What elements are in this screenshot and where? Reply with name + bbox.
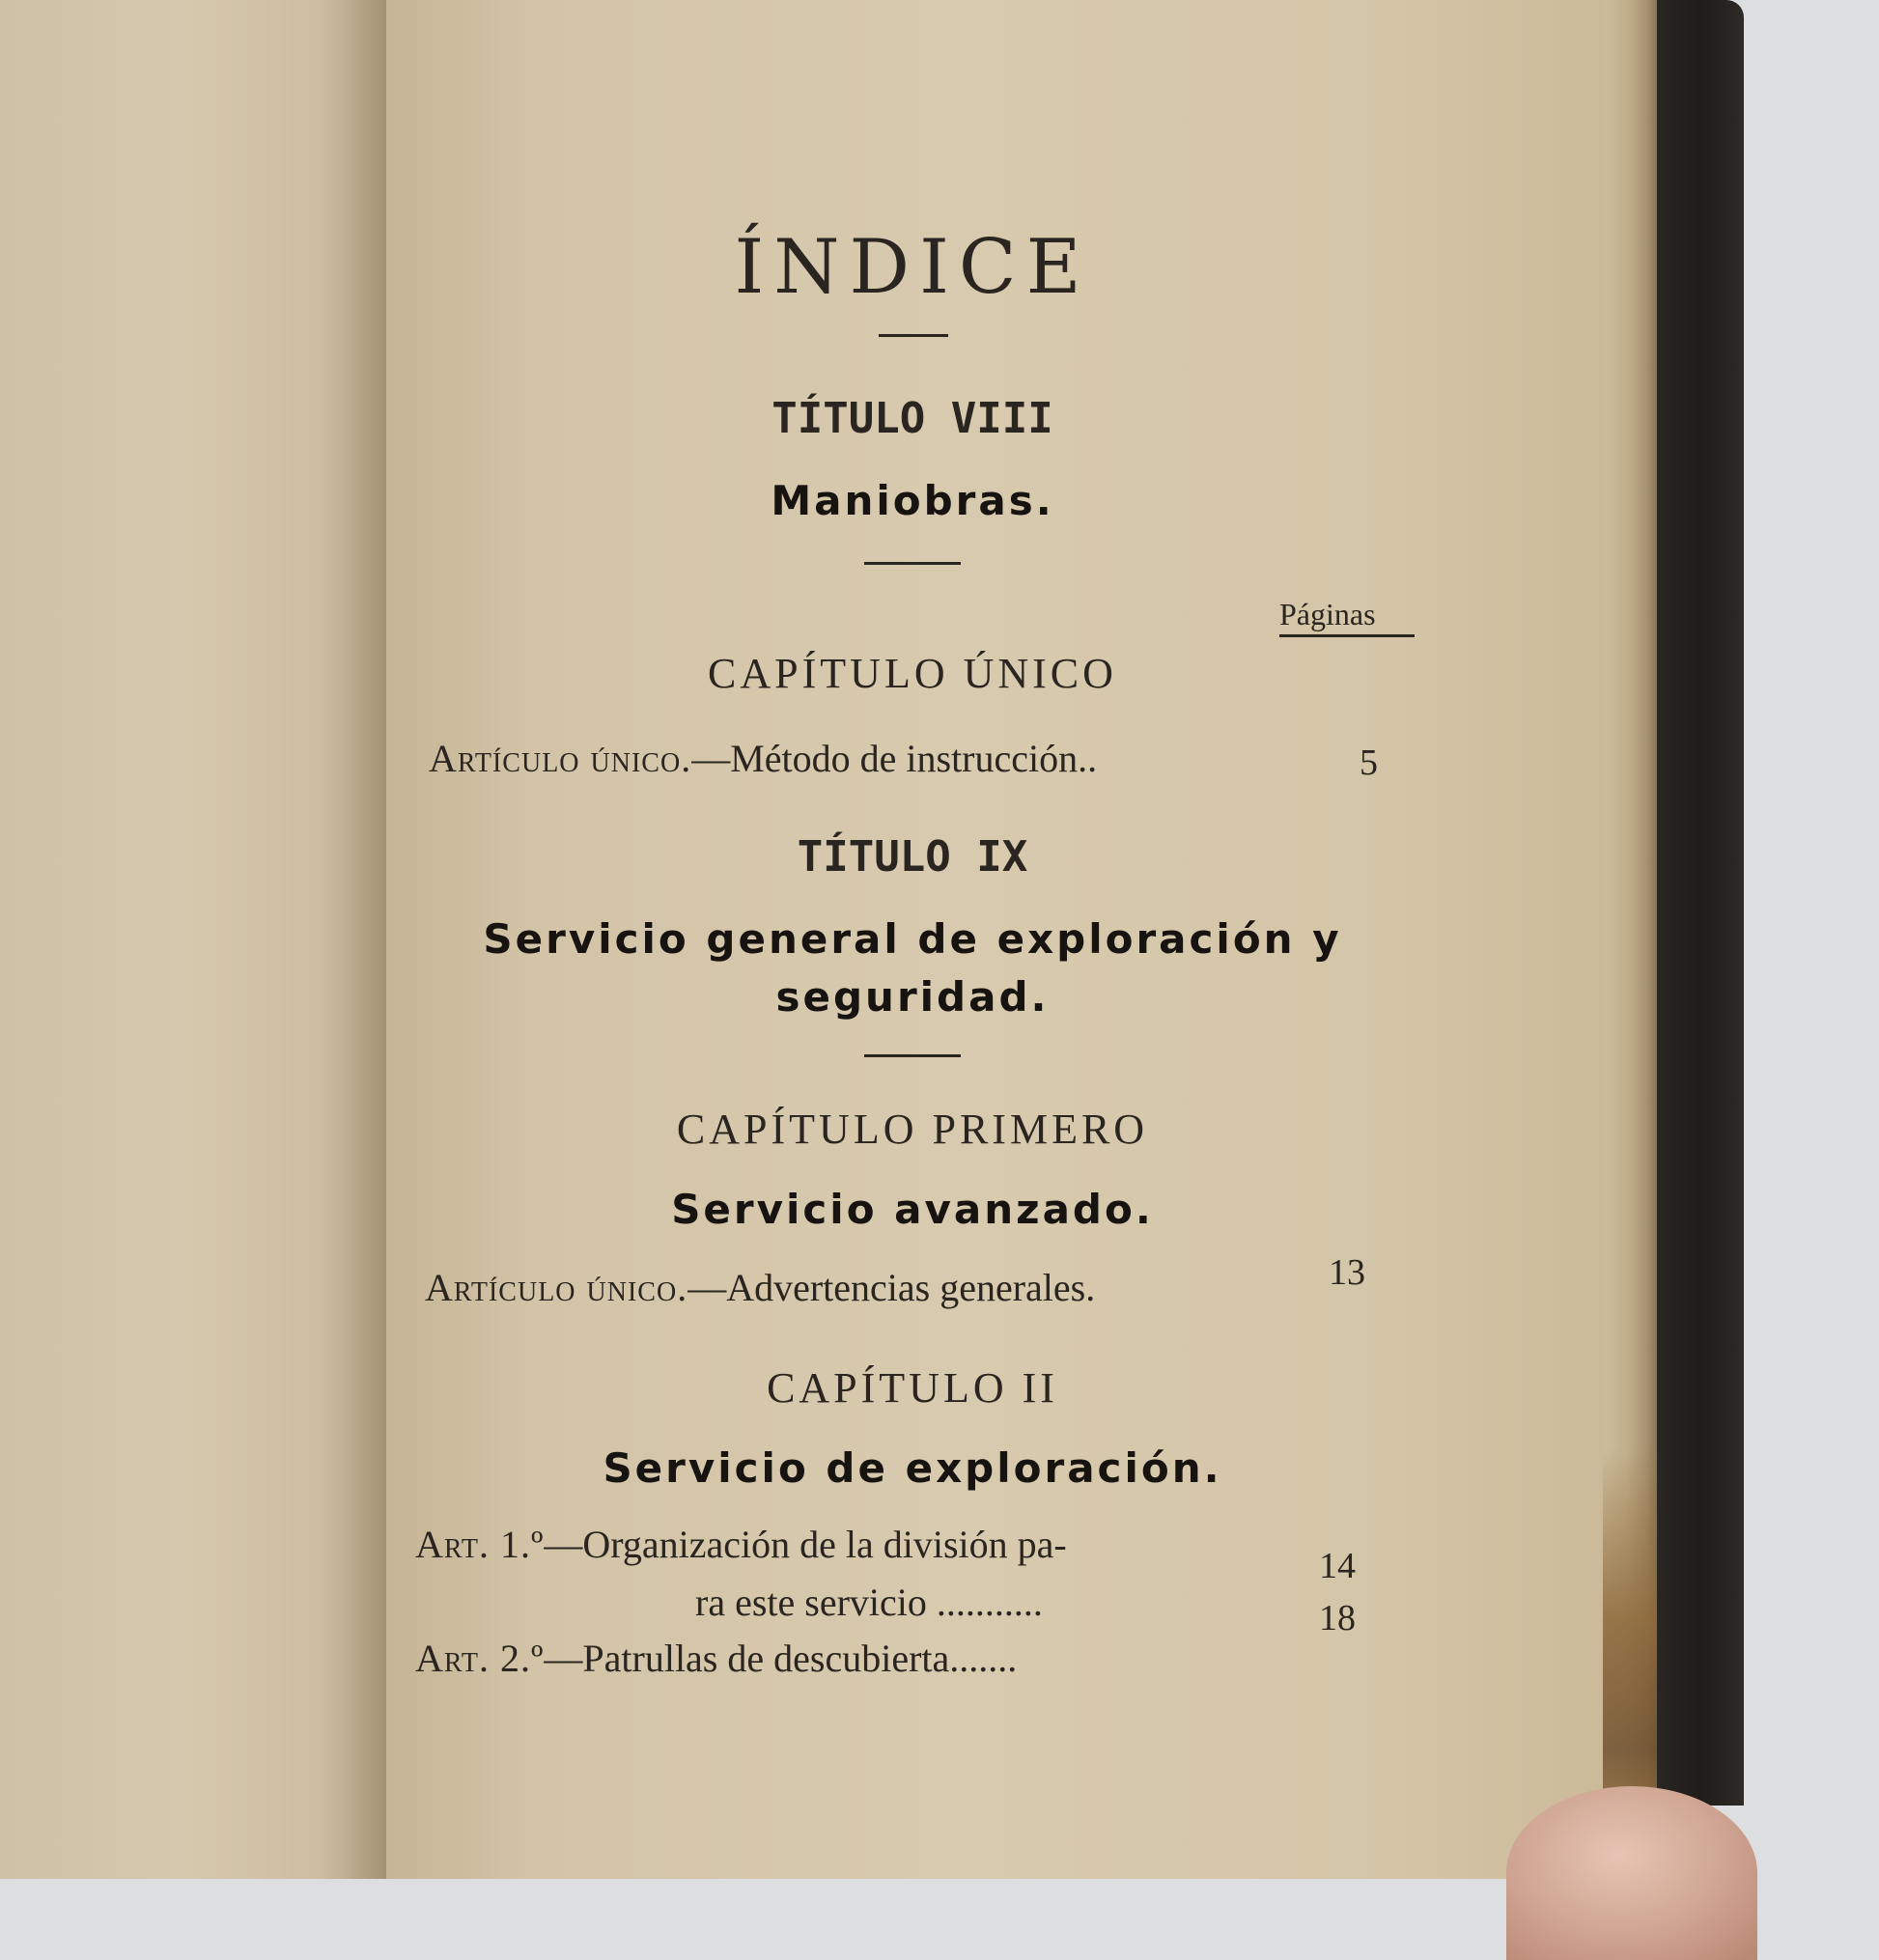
entry-text: —Organización de la división pa-: [544, 1523, 1067, 1566]
page-number: 14: [1319, 1546, 1356, 1586]
index-title: ÍNDICE: [734, 224, 1091, 311]
capitulo-primero-name: Servicio avanzado.: [671, 1186, 1154, 1233]
capitulo-unico-heading: CAPÍTULO ÚNICO: [708, 650, 1117, 697]
toc-entry-continuation: ra este servicio ...........: [695, 1581, 1043, 1624]
entry-label: Art. 1.º: [415, 1523, 545, 1566]
entry-text: —Patrullas de descubierta.......: [544, 1637, 1018, 1680]
toc-entry: [429, 736, 1097, 781]
entry-text: —Método de instrucción..: [691, 737, 1098, 780]
book-cover: [1657, 0, 1744, 1806]
pages-column-label: Páginas: [1279, 597, 1415, 637]
titulo-viii-label: TÍTULO VIII: [771, 394, 1053, 443]
page-number: 18: [1319, 1598, 1356, 1638]
page-number: 5: [1360, 742, 1378, 783]
divider: [864, 1054, 961, 1057]
capitulo-primero-heading: CAPÍTULO PRIMERO: [676, 1106, 1149, 1153]
page-number: 13: [1329, 1252, 1365, 1293]
titulo-ix-label: TÍTULO IX: [797, 832, 1028, 882]
capitulo-ii-heading: CAPÍTULO II: [767, 1364, 1058, 1412]
toc-entry: [425, 1265, 1095, 1310]
titulo-ix-name-line2: seguridad.: [775, 973, 1050, 1021]
entry-label: Artículo único.: [425, 1266, 688, 1309]
capitulo-ii-name: Servicio de exploración.: [603, 1444, 1222, 1492]
entry-text: —Advertencias generales.: [687, 1266, 1096, 1309]
toc-entry: [415, 1636, 1017, 1681]
titulo-ix-name-line1: Servicio general de exploración y: [483, 915, 1342, 963]
titulo-viii-name: Maniobras.: [771, 477, 1054, 524]
entry-label: Art. 2.º: [415, 1637, 545, 1680]
divider: [864, 562, 961, 565]
entry-label: Artículo único.: [429, 737, 692, 780]
divider: [879, 334, 948, 337]
index-page: [406, 0, 1419, 1879]
thumb: [1506, 1786, 1757, 1960]
toc-entry: [415, 1522, 1067, 1567]
